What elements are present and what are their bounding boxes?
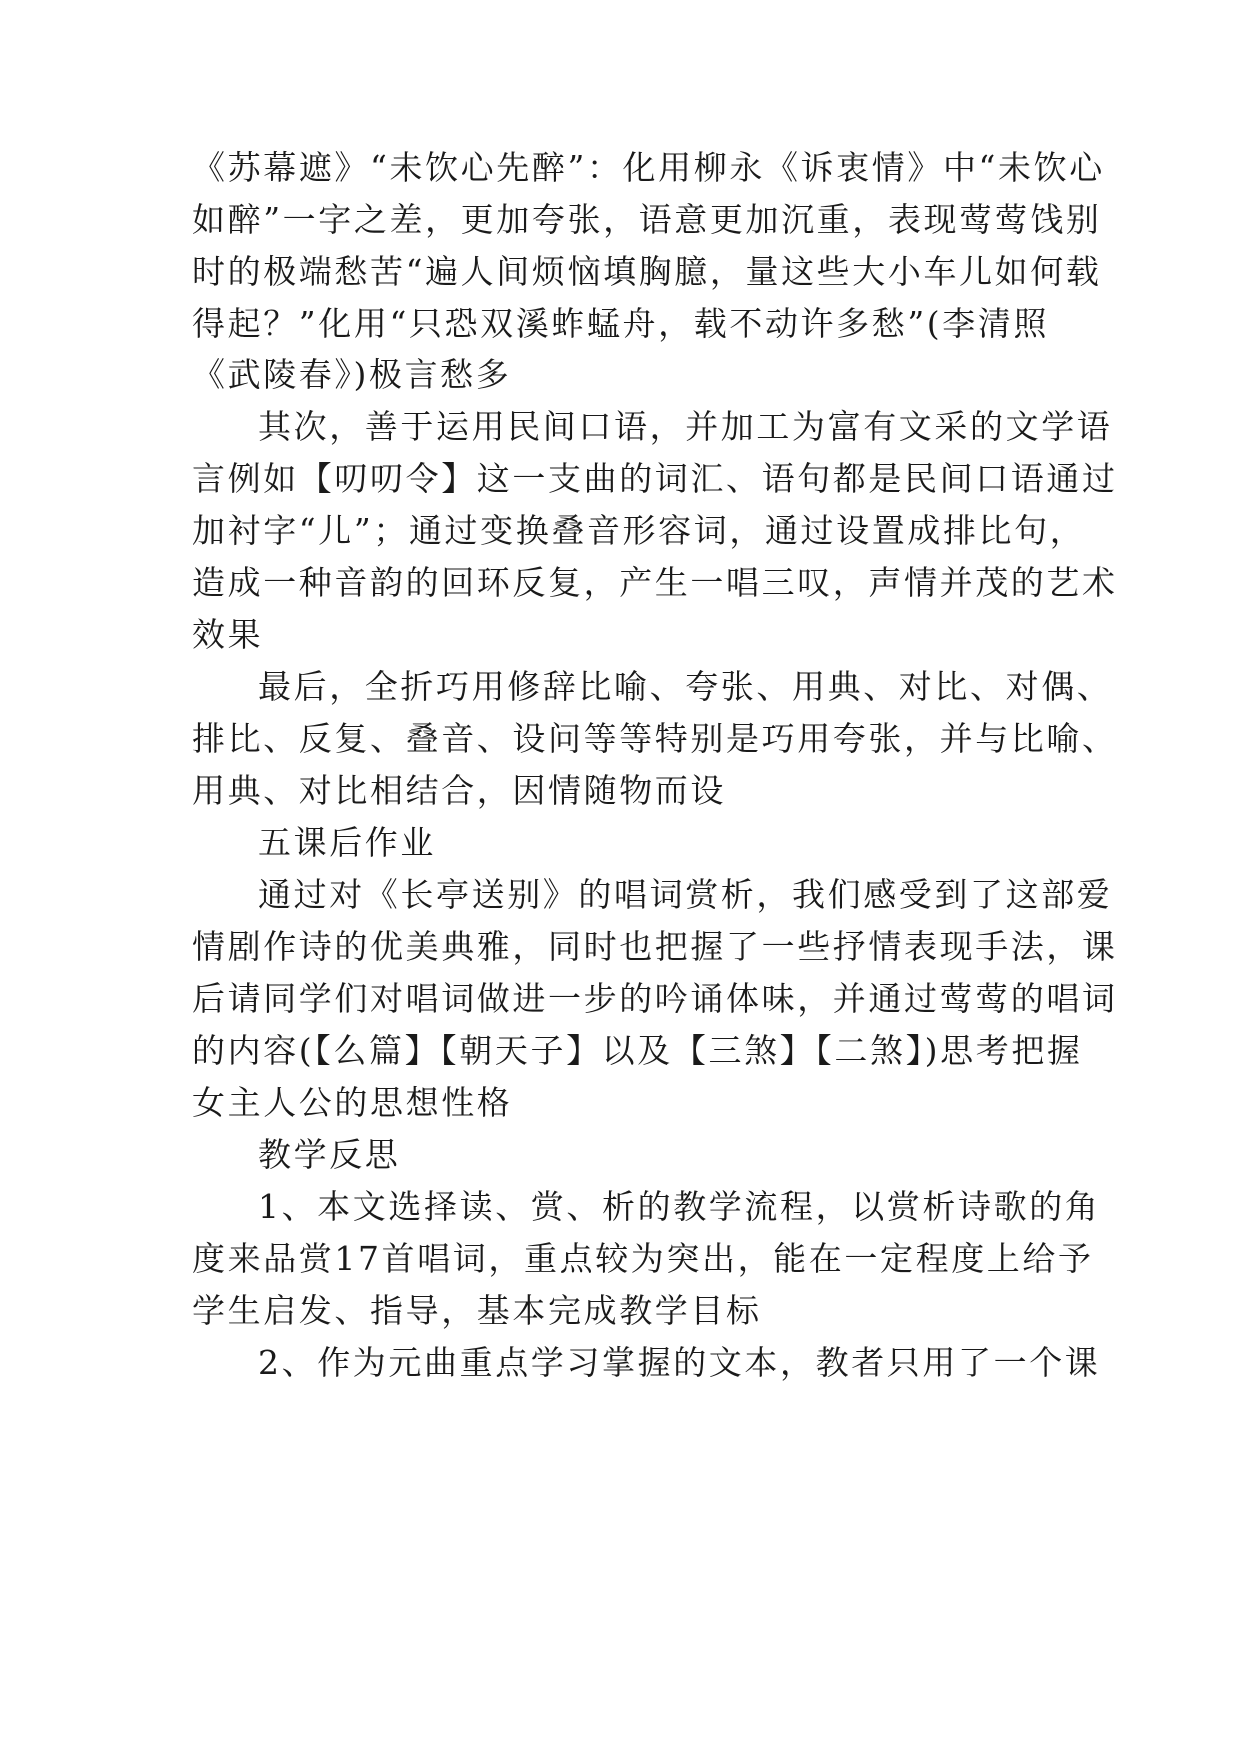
text-line: 时的极端愁苦“遍人间烦恼填胸臆，量这些大小车儿如何载 [192,252,1102,291]
text-line: 后请同学们对唱词做进一步的吟诵体味，并通过莺莺的唱词 [192,979,1118,1018]
paragraph-start: 2、作为元曲重点学习掌握的文本，教者只用了一个课 [258,1343,1101,1382]
text-line: 度来品赏17首唱词，重点较为突出，能在一定程度上给予 [192,1239,1094,1278]
text-line: 得起？”化用“只恐双溪蚱蜢舟，载不动许多愁”(李清照 [192,304,1050,343]
text-line: 言例如【叨叨令】这一支曲的词汇、语句都是民间口语通过 [192,459,1118,498]
text-line: 如醉”一字之差，更加夸张，语意更加沉重，表现莺莺饯别 [192,200,1102,239]
text-line: 造成一种音韵的回环反复，产生一唱三叹，声情并茂的艺术 [192,563,1118,602]
paragraph-start: 最后，全折巧用修辞比喻、夸张、用典、对比、对偶、 [258,667,1113,706]
text-line: 加衬字“儿”；通过变换叠音形容词，通过设置成排比句， [192,511,1086,550]
text-line: 情剧作诗的优美典雅，同时也把握了一些抒情表现手法，课 [192,927,1118,966]
text-line: 用典、对比相结合，因情随物而设 [192,771,726,810]
text-line: 《武陵春》)极言愁多 [192,355,512,394]
section-heading: 教学反思 [258,1135,401,1174]
paragraph-start: 通过对《长亭送别》的唱词赏析，我们感受到了这部爱 [258,875,1113,914]
section-heading: 五课后作业 [258,823,436,862]
text-line: 的内容(【么篇】【朝天子】以及【三煞】【二煞】)思考把握 [192,1031,1083,1070]
text-line: 排比、反复、叠音、设问等等特别是巧用夸张，并与比喻、 [192,719,1118,758]
text-line: 学生启发、指导，基本完成教学目标 [192,1291,762,1330]
text-line: 效果 [192,615,264,654]
text-line: 《苏幕遮》“未饮心先醉”：化用柳永《诉衷情》中“未饮心 [192,148,1105,187]
paragraph-start: 其次，善于运用民间口语，并加工为富有文采的文学语 [258,407,1113,446]
text-line: 女主人公的思想性格 [192,1083,513,1122]
paragraph-start: 1、本文选择读、赏、析的教学流程，以赏析诗歌的角 [258,1187,1101,1226]
